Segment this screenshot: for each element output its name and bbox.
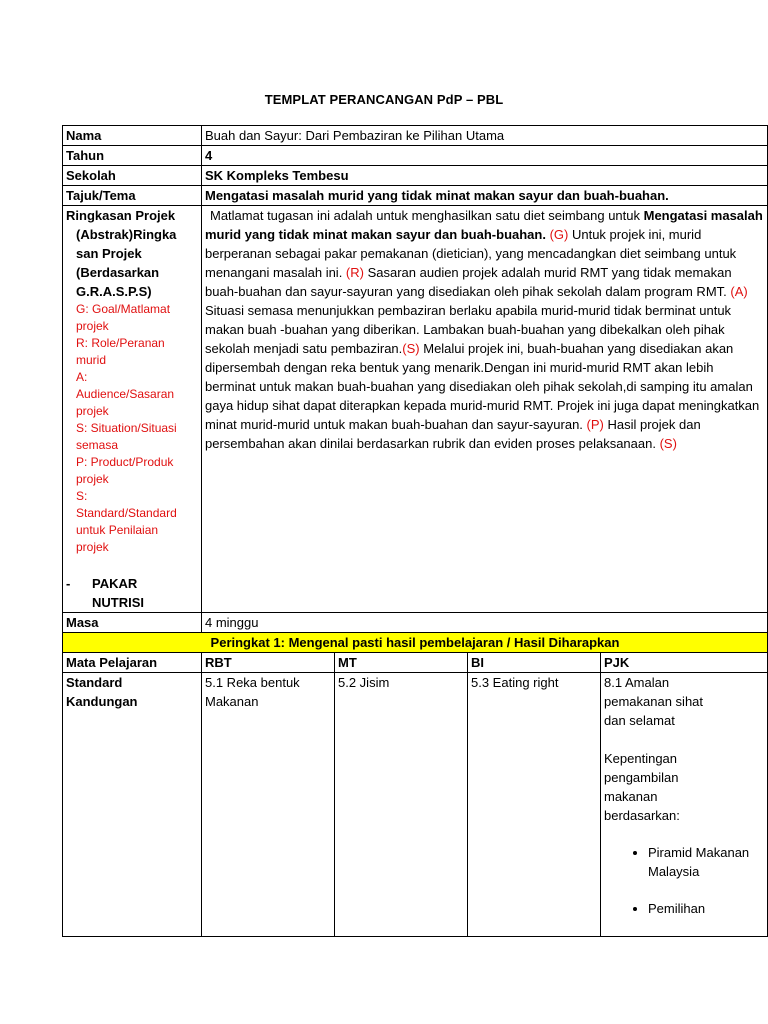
tag-a: (A) — [726, 284, 748, 299]
mata-pelajaran-label: Mata Pelajaran — [63, 653, 202, 673]
subject-bi: BI — [468, 653, 601, 673]
row-masa — [63, 613, 768, 633]
peringkat-1-heading: Peringkat 1: Mengenal pasti hasil pembelajaran / Hasil Diharapkan — [63, 633, 768, 653]
subject-rbt: RBT — [202, 653, 335, 673]
standard-kandungan-label: Standard Kandungan — [63, 673, 202, 937]
tajuk-value: Mengatasi masalah murid yang tidak minat makan sayur dan buah-buahan. — [202, 186, 768, 206]
sekolah-label: Sekolah — [63, 166, 202, 186]
row-nama — [63, 126, 768, 146]
planning-table — [62, 125, 768, 937]
tag-p: (P) — [582, 417, 604, 432]
row-tajuk — [63, 186, 768, 206]
nama-label: Nama — [63, 126, 202, 146]
tahun-label: Tahun — [63, 146, 202, 166]
grasps-legend: G: Goal/Matlamat projek R: Role/Peranan murid A: Audience/Sasaran projek S: Situation/Situasi semasa P: Product/Produk projek S: Standard/Standard untuk Penilaian projek — [76, 302, 177, 554]
row-peringkat-1 — [63, 633, 768, 653]
sekolah-value: SK Kompleks Tembesu — [202, 166, 768, 186]
list-item: • Pemilihan — [648, 899, 764, 918]
ringkasan-label-cell — [63, 206, 202, 613]
ringkasan-label: Ringkasan Projek (Abstrak)Ringka san Projek (Berdasarkan G.R.A.S.P.S) — [66, 208, 177, 299]
pjk-bullet-list — [604, 843, 764, 918]
masa-label: Masa — [63, 613, 202, 633]
subject-mt: MT — [335, 653, 468, 673]
tahun-value: 4 — [202, 146, 768, 166]
row-tahun — [63, 146, 768, 166]
row-ringkasan — [63, 206, 768, 613]
summary-paragraph: Matlamat tugasan ini adalah untuk menghasilkan satu diet seimbang untuk Mengatasi masalah murid yang tidak minat makan sayur dan buah-buahan. (G) Untuk projek ini, murid berperanan sebagai pakar pemakanan (dietician), yang mencadangkan diet seimbang untuk menangani masalah ini. (R) Sasaran audien projek adalah murid RMT yang tidak memakan buah-buahan dan sayur-sayuran yang disediakan oleh pihak sekolah dalam program RMT. (A) Situasi semasa menunjukkan pembaziran berlaku apabila murid-murid tidak berminat untuk makan buah -buahan yang diberikan. Lambakan buah-buahan yang dibekalkan oleh pihak sekolah menjadi satu pembaziran.(S) Melalui projek ini, buah-buahan yang disediakan akan dipersembah dengan reka bentuk yang menarik.Dengan ini murid-murid RMT akan lebih berminat untuk makan buah-buahan yang disediakan oleh pihak sekolah,di samping itu amalan gaya hidup sihat dapat diterapkan kepada murid-murid RMT. Projek ini juga dapat meningkatkan minat murid-murid untuk makan buah-buahan dan sayur-sayuran. (P) Hasil projek dan persembahan akan dinilai berdasarkan rubrik dan eviden proses pelaksanaan. (S) — [205, 208, 763, 451]
tag-r: (R) — [342, 265, 364, 280]
pakar-nutrisi-item: - PAKAR NUTRISI — [66, 576, 144, 610]
tag-s: (S) — [402, 341, 420, 356]
subject-pjk: PJK — [601, 653, 768, 673]
nama-value: Buah dan Sayur: Dari Pembaziran ke Pilihan Utama — [202, 126, 768, 146]
masa-value: 4 minggu — [202, 613, 768, 633]
tag-g: (G) — [545, 227, 569, 242]
tajuk-label: Tajuk/Tema — [63, 186, 202, 206]
list-dash: - — [66, 576, 71, 591]
tag-s-standard: (S) — [655, 436, 677, 451]
standard-rbt: 5.1 Reka bentuk Makanan — [202, 673, 335, 937]
ringkasan-summary — [202, 206, 768, 613]
row-sekolah — [63, 166, 768, 186]
standard-pjk: 8.1 Amalan pemakanan sihat dan selamat Kepentingan pengambilan makanan berdasarkan: • Piramid Makanan Malaysia • Pemilihan — [601, 673, 768, 937]
row-standard-kandungan — [63, 673, 768, 937]
row-mata-pelajaran — [63, 653, 768, 673]
list-item: • Piramid Makanan Malaysia — [648, 843, 764, 881]
standard-bi: 5.3 Eating right — [468, 673, 601, 937]
standard-mt: 5.2 Jisim — [335, 673, 468, 937]
document-title: TEMPLAT PERANCANGAN PdP – PBL — [264, 92, 504, 107]
